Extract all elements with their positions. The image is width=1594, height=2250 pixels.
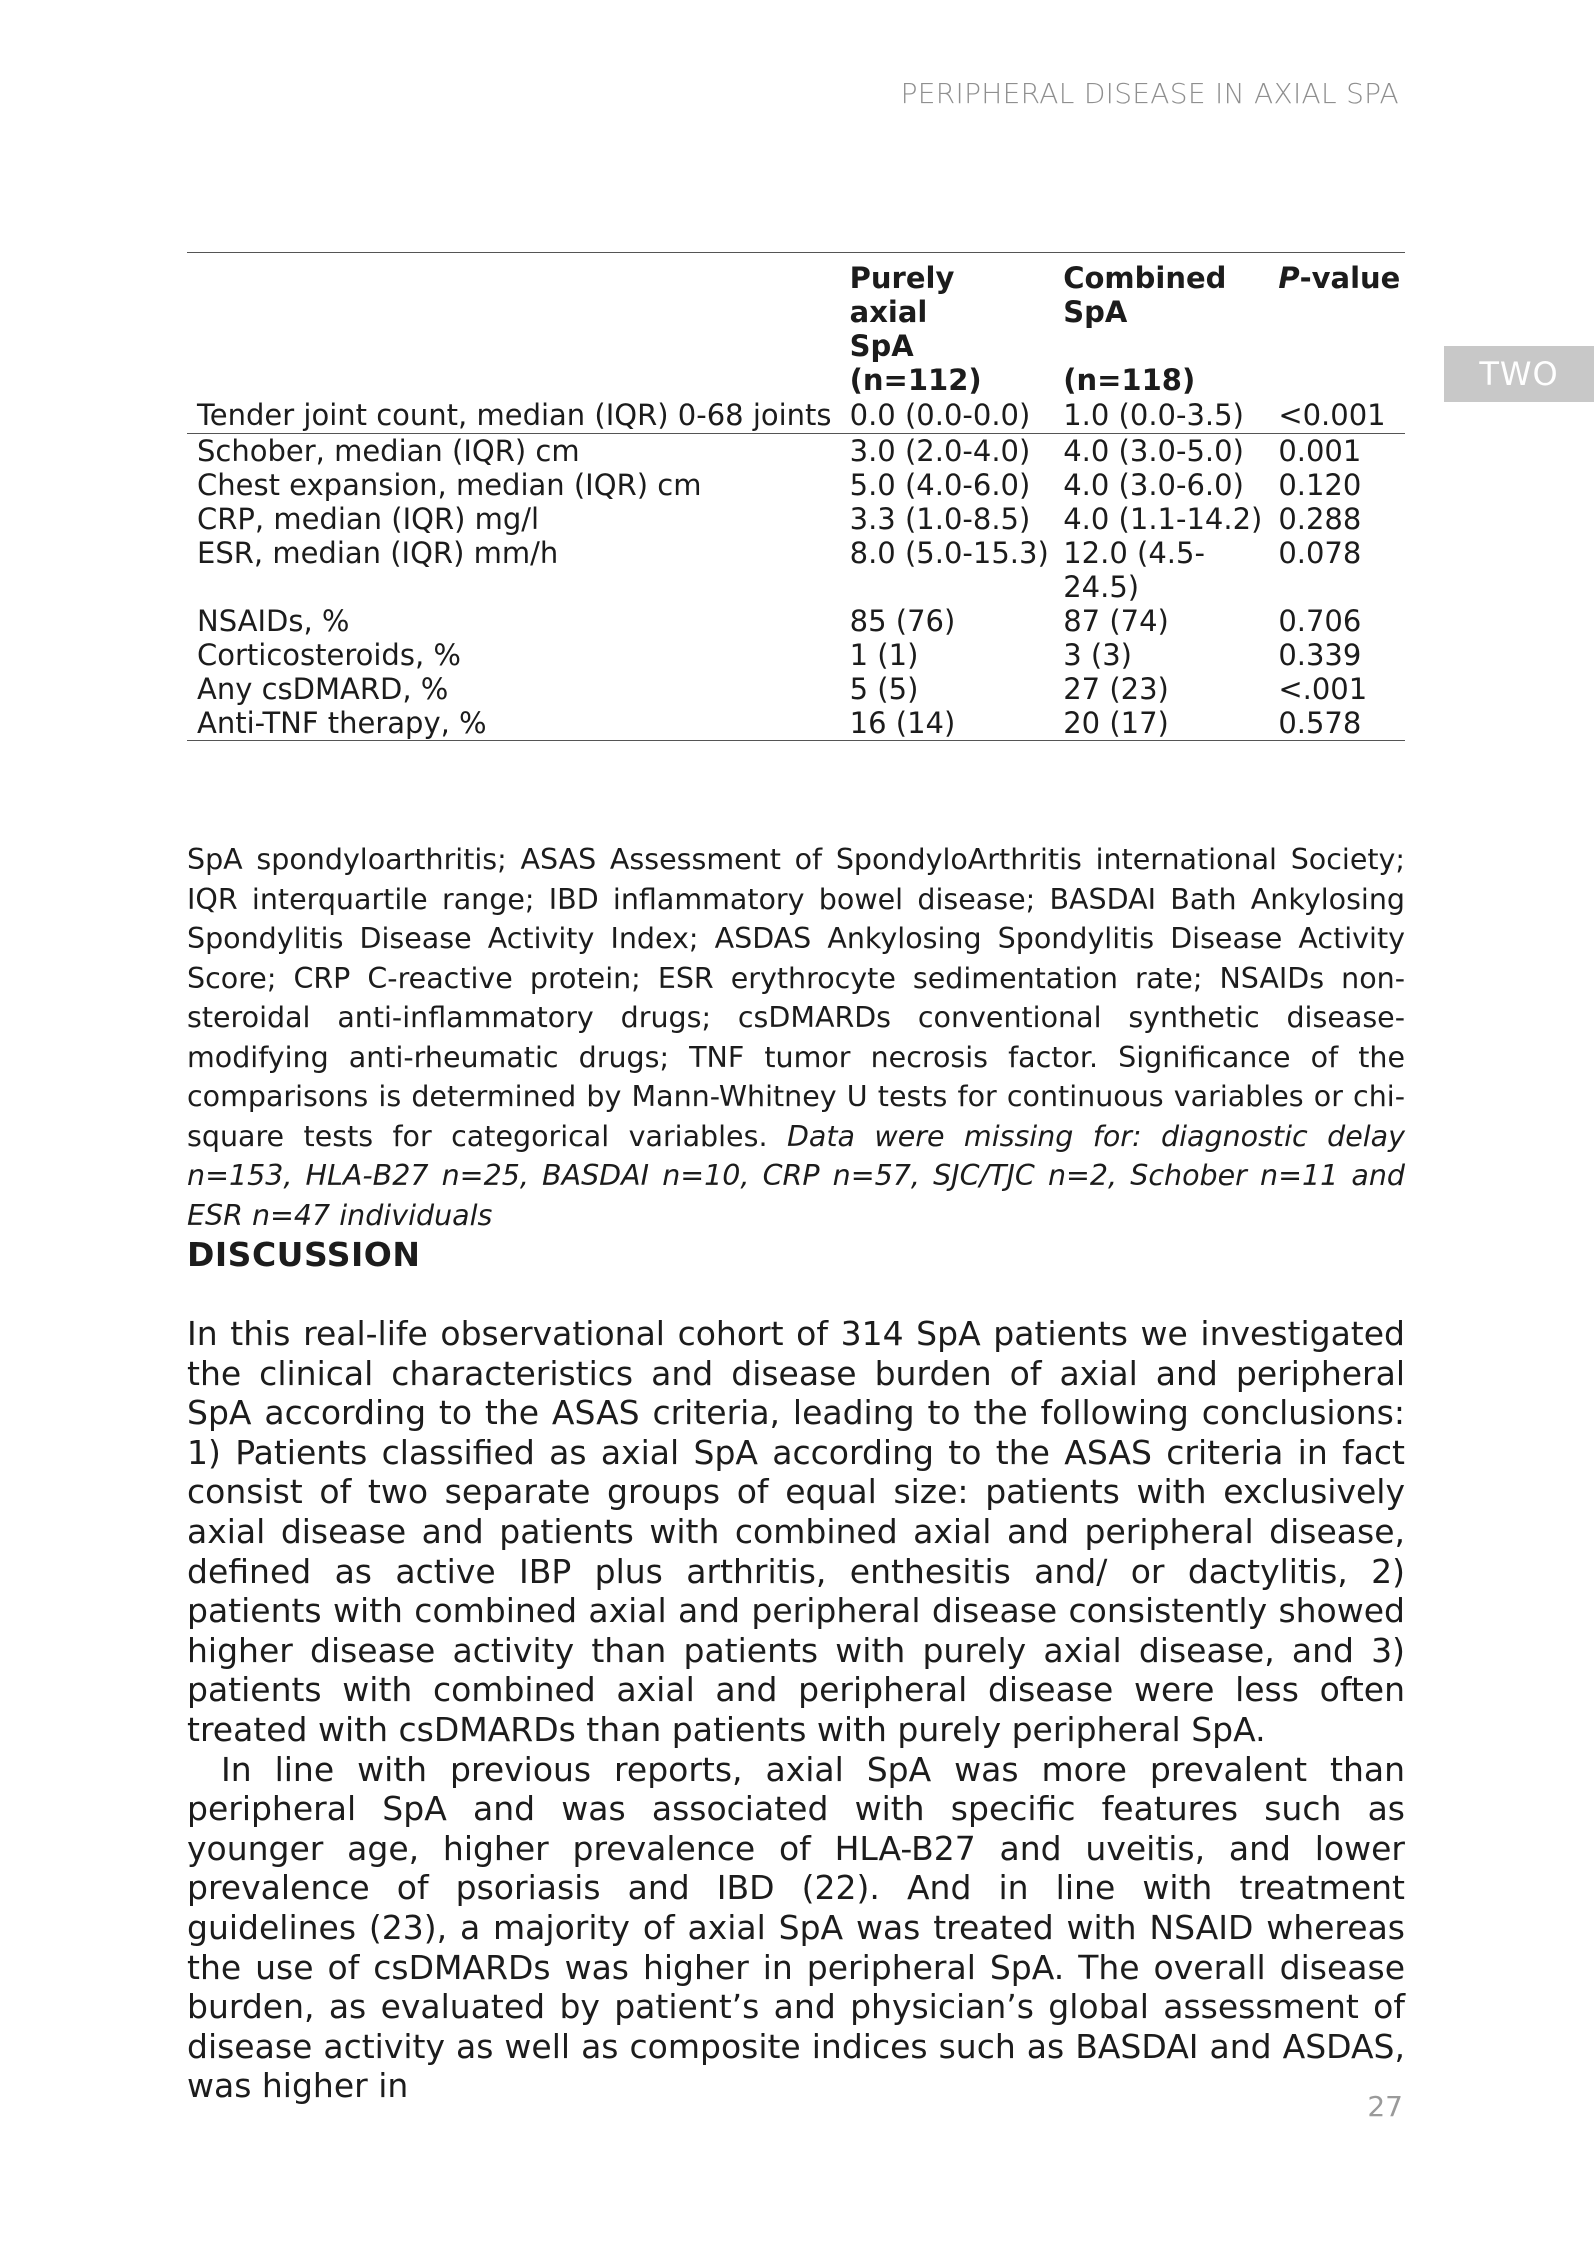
row-value-a: 3.3 (1.0-8.5) (849, 502, 1031, 536)
row-p-value: 0.706 (1278, 604, 1362, 638)
header-b-n: (n=118) (1063, 363, 1196, 397)
table-row (187, 672, 1405, 706)
row-value-a: 0.0 (0.0-0.0) (850, 397, 1064, 434)
row-value-a: 16 (14) (850, 706, 1064, 741)
row-p-value: 0.078 (1278, 536, 1362, 570)
table-row (187, 536, 1405, 604)
header-combined (1063, 253, 1278, 398)
row-p-value: 0.120 (1278, 468, 1362, 502)
row-label: CRP, median (IQR) mg/l (197, 502, 540, 536)
table-row (187, 638, 1405, 672)
row-p-value: <0.001 (1278, 397, 1405, 434)
row-p-value: 0.001 (1278, 434, 1362, 468)
row-value-a: 5.0 (4.0-6.0) (849, 468, 1031, 502)
row-value-a: 8.0 (5.0-15.3) (849, 536, 1049, 570)
header-purely-axial (850, 253, 1064, 398)
paragraph: In this real-life observational cohort of 314 SpA patients we investigated the clinical characteristics and disease burden of axial and peripheral SpA according to the ASAS criteria, leading to the following conclusions: 1) Patients classified as axial SpA according to the ASAS criteria in fact consist of two separate groups of equal size: patients with exclusively axial disease and patients with combined axial and peripheral disease, defined as active IBP plus arthritis, enthesitis and/ or dactylitis, 2) patients with combined axial and peripheral disease consistently showed higher disease activity than patients with purely axial disease, and 3) patients with combined axial and peripheral disease were less often treated with csDMARDs than patients with purely peripheral SpA. (187, 1314, 1405, 1749)
table-row (187, 397, 1405, 434)
row-value-b: 27 (23) (1063, 672, 1169, 706)
paragraph: In line with previous reports, axial SpA was more prevalent than peripheral SpA and was associated with specific features such as younger age, higher prevalence of HLA-B27 and uveitis, and lower prevalence of psoriasis and IBD (22). And in line with treatment guidelines (23), a majority of axial SpA was treated with NSAID whereas the use of csDMARDs was higher in peripheral SpA. The overall disease burden, as evaluated by patient’s and physician’s global assessment of disease activity as well as composite indices such as BASDAI and ASDAS, was higher in (187, 1749, 1405, 2106)
footnote-missing-data: Data were missing for: diagnostic delay n=153, HLA-B27 n=25, BASDAI n=10, CRP n=57, SJC/TJC n=2, Schober n=11 and ESR n=47 individuals (187, 1119, 1405, 1232)
row-value-b: 4.0 (1.1-14.2) (1063, 502, 1263, 536)
table-row (187, 468, 1405, 502)
row-value-b: 20 (17) (1063, 706, 1278, 741)
header-a-line3: SpA (849, 329, 914, 363)
table-header-row (187, 253, 1405, 398)
header-b-line2: SpA (1063, 295, 1128, 329)
row-p-value: 0.339 (1278, 638, 1362, 672)
table-row (187, 604, 1405, 638)
table-row (187, 434, 1405, 469)
row-label: Schober, median (IQR) cm (197, 434, 580, 468)
row-value-b: 4.0 (3.0-6.0) (1063, 468, 1244, 502)
header-label-cell (187, 253, 850, 398)
header-b-line1: Combined (1063, 261, 1227, 295)
row-value-a: 5 (5) (849, 672, 919, 706)
header-a-line2: axial (849, 295, 928, 329)
row-value-a: 85 (76) (849, 604, 956, 638)
row-p-value: <.001 (1278, 672, 1368, 706)
row-value-b: 12.0 (4.5-24.5) (1063, 536, 1205, 604)
page-number: 27 (1367, 2090, 1403, 2123)
row-value-b: 87 (74) (1063, 604, 1169, 638)
table-row (187, 706, 1405, 741)
header-p-value (1278, 253, 1405, 398)
section-title: DISCUSSION (187, 1235, 421, 1274)
header-b-line3 (1063, 329, 1278, 363)
row-label: Tender joint count, median (IQR) 0-68 joints (187, 397, 850, 434)
row-value-b: 1.0 (0.0-3.5) (1063, 397, 1278, 434)
results-table (187, 252, 1405, 741)
row-label: Any csDMARD, % (197, 672, 449, 706)
row-value-b: 4.0 (3.0-5.0) (1063, 434, 1244, 468)
row-label: Corticosteroids, % (197, 638, 461, 672)
row-label: NSAIDs, % (197, 604, 350, 638)
row-label: Anti-TNF therapy, % (187, 706, 850, 741)
row-value-b: 3 (3) (1063, 638, 1132, 672)
chapter-tab: TWO (1444, 346, 1594, 402)
header-a-n: (n=112) (849, 363, 982, 397)
discussion-body (187, 1314, 1405, 2106)
header-p-italic: P (1278, 261, 1300, 295)
row-value-a: 3.0 (2.0-4.0) (849, 434, 1031, 468)
running-head: PERIPHERAL DISEASE IN AXIAL SPA (900, 77, 1399, 110)
footnote-abbreviations: SpA spondyloarthritis; ASAS Assessment of SpondyloArthritis international Society; IQR interquartile range; IBD inflammatory bowel disease; BASDAI Bath Ankylosing Spondylitis Disease Activity Index; ASDAS Ankylosing Spondylitis Disease Activity Score; CRP C-reactive protein; ESR erythrocyte sedimentation rate; NSAIDs non-steroidal anti-inflammatory drugs; csDMARDs conventional synthetic disease-modifying anti-rheumatic drugs; TNF tumor necrosis factor. Significance of the comparisons is determined by Mann-Whitney U tests for continuous variables or chi-square tests for categorical variables. (187, 843, 1405, 1153)
row-p-value: 0.578 (1278, 706, 1405, 741)
header-a-line1: Purely (849, 261, 955, 295)
row-label: ESR, median (IQR) mm/h (197, 536, 559, 570)
table-row (187, 502, 1405, 536)
table-footnote (187, 840, 1405, 1235)
row-label: Chest expansion, median (IQR) cm (197, 468, 702, 502)
row-p-value: 0.288 (1278, 502, 1362, 536)
row-value-a: 1 (1) (849, 638, 919, 672)
header-p-rest: -value (1299, 261, 1401, 295)
